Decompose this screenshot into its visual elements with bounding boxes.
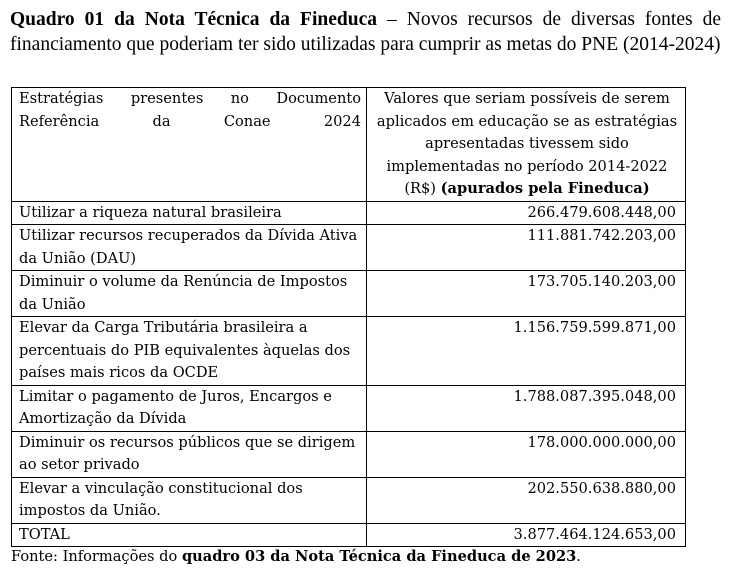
header-values-text: Valores que seriam possíveis de serem aplicados em educação se as estratégias apresentadas tivessem sido implementadas no período 2014-2022 (R$) <box>376 90 678 197</box>
table-header-row <box>12 88 686 202</box>
table-row <box>12 477 686 523</box>
caption-bold-title: Quadro 01 da Nota Técnica da Fineduca <box>10 9 377 30</box>
total-label: TOTAL <box>12 523 367 547</box>
funding-sources-table <box>11 87 686 547</box>
strategy-cell: Limitar o pagamento de Juros, Encargos e Amortização da Dívida <box>12 385 367 431</box>
header-values <box>367 88 686 202</box>
value-cell: 1.156.759.599.871,00 <box>367 317 686 386</box>
strategy-cell: Elevar a vinculação constitucional dos impostos da União. <box>12 477 367 523</box>
total-value: 3.877.464.124.653,00 <box>367 523 686 547</box>
strategy-cell: Diminuir os recursos públicos que se dirigem ao setor privado <box>12 431 367 477</box>
source-bold: quadro 03 da Nota Técnica da Fineduca de 2023 <box>181 548 577 565</box>
table-row <box>12 317 686 386</box>
source-suffix: . <box>576 548 581 565</box>
strategy-cell: Elevar da Carga Tributária brasileira a percentuais do PIB equivalentes àquelas dos países mais ricos da OCDE <box>12 317 367 386</box>
caption-description: – Novos recursos de diversas fontes de financiamento que poderiam ter sido utilizadas para cumprir as metas do PNE (2014-2024) <box>10 9 721 55</box>
table-row <box>12 431 686 477</box>
value-cell: 178.000.000.000,00 <box>367 431 686 477</box>
source-prefix: Fonte: Informações do <box>11 548 182 565</box>
table-row <box>12 225 686 271</box>
table-row <box>12 201 686 225</box>
strategy-cell: Utilizar a riqueza natural brasileira <box>12 201 367 225</box>
value-cell: 111.881.742.203,00 <box>367 225 686 271</box>
value-cell: 173.705.140.203,00 <box>367 271 686 317</box>
strategy-cell: Diminuir o volume da Renúncia de Impostos da União <box>12 271 367 317</box>
header-strategies: Estratégias presentes no Documento Referência da Conae 2024 <box>12 88 367 202</box>
table-row <box>12 271 686 317</box>
total-row <box>12 523 686 547</box>
strategy-cell: Utilizar recursos recuperados da Dívida Ativa da União (DAU) <box>12 225 367 271</box>
table-row <box>12 385 686 431</box>
value-cell: 1.788.087.395.048,00 <box>367 385 686 431</box>
header-values-bold: (apurados pela Fineduca) <box>440 180 650 197</box>
value-cell: 266.479.608.448,00 <box>367 201 686 225</box>
value-cell: 202.550.638.880,00 <box>367 477 686 523</box>
table-caption <box>10 7 721 57</box>
source-note <box>11 548 581 565</box>
